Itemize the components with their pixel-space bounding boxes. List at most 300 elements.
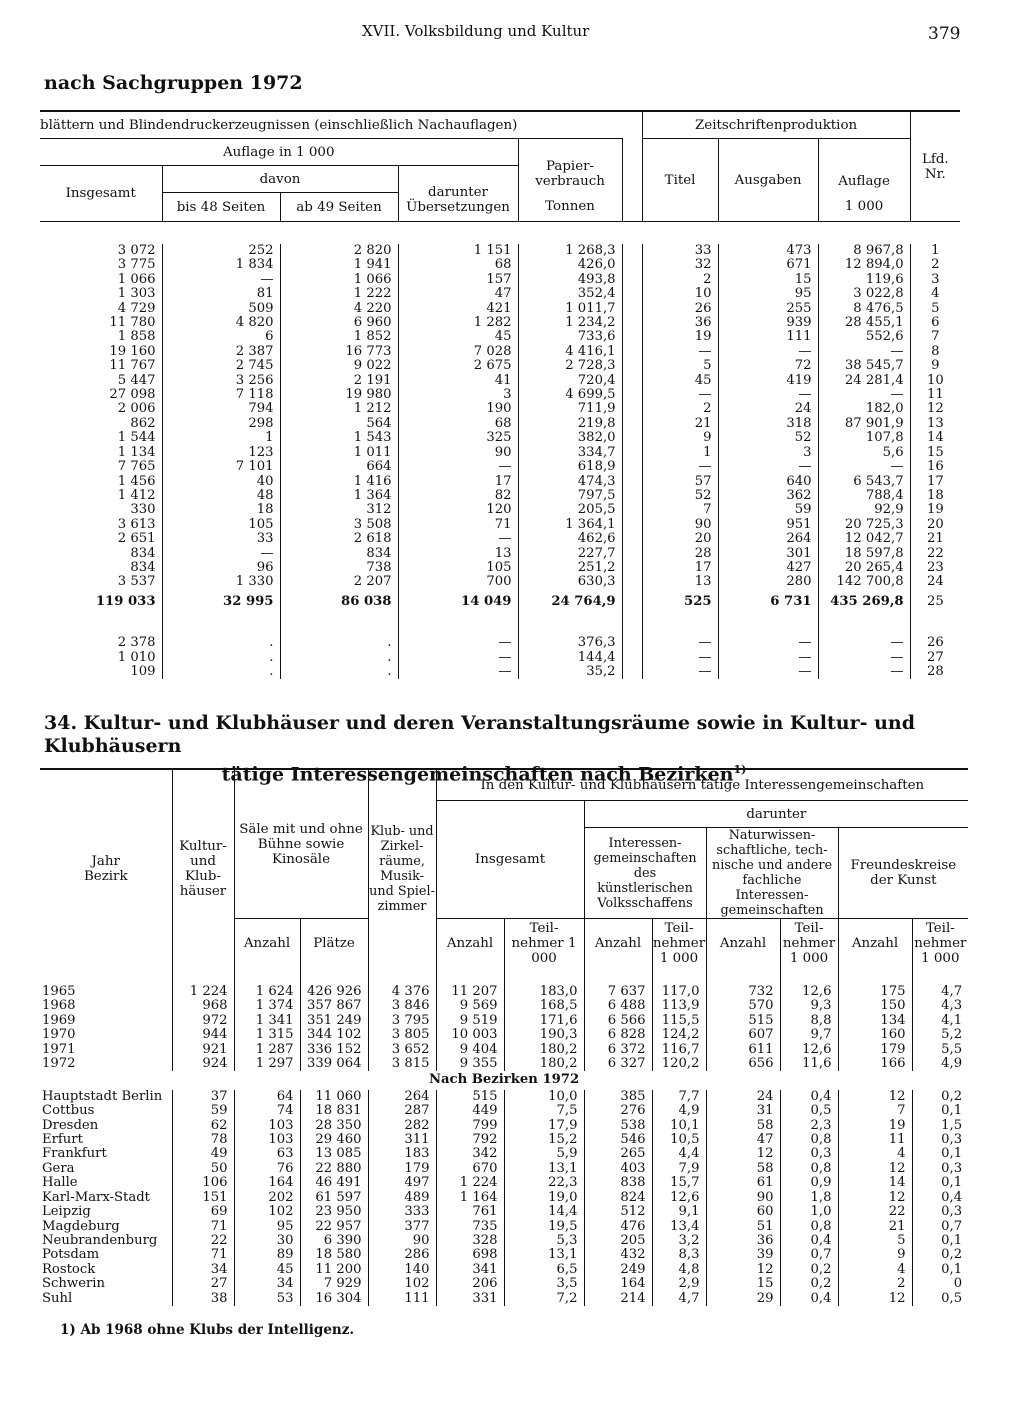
lfd-cell: 19 xyxy=(926,503,944,518)
value-cell: . xyxy=(280,651,398,665)
value-cell: 171,6 xyxy=(504,1014,584,1028)
value-cell: 1 834 xyxy=(162,258,280,272)
value-cell: 3 652 xyxy=(368,1043,436,1057)
value-cell: 52 xyxy=(718,431,818,445)
value-cell: 74 xyxy=(234,1104,300,1118)
value-cell: 21 xyxy=(838,1220,912,1234)
value-cell: 1 011 xyxy=(280,446,398,460)
value-cell: 27 xyxy=(172,1277,234,1291)
lfd-cell: 12 xyxy=(926,402,944,417)
value-cell: 794 xyxy=(162,402,280,416)
lfd-cell: 20 xyxy=(926,517,944,532)
group-header-periodicals: Zeitschriftenproduktion xyxy=(642,111,910,139)
value-cell: 179 xyxy=(838,1043,912,1057)
table-row xyxy=(40,1057,1024,1071)
table-row xyxy=(40,503,960,517)
value-cell: 95 xyxy=(234,1220,300,1234)
value-cell: 0,3 xyxy=(941,1133,963,1148)
value-cell: 19 xyxy=(642,330,718,344)
value-cell: 1 066 xyxy=(40,273,162,287)
value-cell: 5 xyxy=(642,359,718,373)
value-cell: 34 xyxy=(234,1277,300,1291)
value-cell: 249 xyxy=(584,1263,652,1277)
value-cell: 509 xyxy=(162,302,280,316)
value-cell: — xyxy=(642,460,718,474)
lfd-cell: 25 xyxy=(926,593,944,609)
value-cell: 17 xyxy=(398,475,518,489)
row-label: 1971 xyxy=(40,1043,172,1057)
value-cell: 1 xyxy=(162,431,280,445)
value-cell: 4,1 xyxy=(941,1013,963,1028)
value-cell: 23 950 xyxy=(300,1205,368,1219)
value-cell: 214 xyxy=(584,1292,652,1306)
value-cell: 34 xyxy=(172,1263,234,1277)
row-label: Karl-Marx-Stadt xyxy=(40,1191,172,1205)
value-cell: 8,3 xyxy=(652,1248,706,1262)
value-cell: 19,5 xyxy=(504,1220,584,1234)
value-cell: 120 xyxy=(398,503,518,517)
value-cell: 732 xyxy=(706,967,780,999)
gap-cell xyxy=(622,489,642,503)
table-row xyxy=(40,1014,1024,1028)
table-row xyxy=(40,1090,1024,1104)
value-cell: 0,5 xyxy=(941,1291,963,1306)
value-cell: 3 613 xyxy=(40,518,162,532)
value-cell: 301 xyxy=(718,547,818,561)
value-cell: 276 xyxy=(584,1104,652,1118)
value-cell: 29 xyxy=(706,1292,780,1306)
head-kulturhaeuser: Kultur- und Klub-häuser xyxy=(172,769,234,967)
value-cell: 29 460 xyxy=(300,1133,368,1147)
value-cell: 0,5 xyxy=(780,1104,838,1118)
head-ig-teilnehmer: Teil-nehmer 1 000 xyxy=(504,919,584,968)
table-row xyxy=(40,1043,1024,1057)
value-cell: 18 xyxy=(162,503,280,517)
value-cell: 515 xyxy=(706,1014,780,1028)
value-cell: 103 xyxy=(234,1133,300,1147)
value-cell: 102 xyxy=(234,1205,300,1219)
table-row xyxy=(40,302,960,316)
table-row xyxy=(40,1191,1024,1205)
value-cell: 96 xyxy=(162,561,280,575)
value-cell: 944 xyxy=(172,1028,234,1042)
value-cell: 282 xyxy=(368,1119,436,1133)
page-header xyxy=(0,18,1024,48)
value-cell: — xyxy=(398,665,518,679)
value-cell: 157 xyxy=(398,273,518,287)
value-cell: 61 xyxy=(706,1176,780,1190)
value-cell: 698 xyxy=(436,1248,504,1262)
value-cell: 333 xyxy=(368,1205,436,1219)
value-cell: 362 xyxy=(718,489,818,503)
value-cell: 69 xyxy=(172,1205,234,1219)
value-cell: 64 xyxy=(234,1090,300,1104)
value-cell: 834 xyxy=(280,547,398,561)
value-cell: 252 xyxy=(162,244,280,258)
value-cell: 9 355 xyxy=(436,1057,504,1071)
value-cell: 476 xyxy=(584,1220,652,1234)
value-cell: 426,0 xyxy=(518,258,622,272)
value-cell: 287 xyxy=(368,1104,436,1118)
value-cell: 1 315 xyxy=(234,1028,300,1042)
value-cell: 5 xyxy=(838,1234,912,1248)
value-cell: 28 350 xyxy=(300,1119,368,1133)
head-natur-anzahl: Anzahl xyxy=(706,919,780,968)
value-cell: 142 700,8 xyxy=(818,575,910,589)
value-cell: 11 767 xyxy=(40,359,162,373)
value-cell: 489 xyxy=(368,1191,436,1205)
value-cell: 140 xyxy=(368,1263,436,1277)
value-cell: 3,2 xyxy=(652,1234,706,1248)
value-cell: 7,7 xyxy=(652,1090,706,1104)
table-row xyxy=(40,446,960,460)
gap-cell xyxy=(622,503,642,517)
value-cell: — xyxy=(718,651,818,665)
value-cell: 9 569 xyxy=(436,999,504,1013)
value-cell: 3,5 xyxy=(504,1277,584,1291)
value-cell: 11 200 xyxy=(300,1263,368,1277)
value-cell: 87 901,9 xyxy=(818,417,910,431)
value-cell: 38 xyxy=(172,1292,234,1306)
lfd-cell: 17 xyxy=(926,474,944,489)
value-cell: 711,9 xyxy=(518,402,622,416)
gap-cell xyxy=(622,287,642,301)
table-row xyxy=(40,460,960,474)
value-cell: 473 xyxy=(718,244,818,258)
value-cell: 14 xyxy=(838,1176,912,1190)
value-cell: 180,2 xyxy=(504,1057,584,1071)
value-cell: 339 064 xyxy=(300,1057,368,1071)
value-cell: 3 xyxy=(398,388,518,402)
value-cell: 11 780 xyxy=(40,316,162,330)
value-cell: 344 102 xyxy=(300,1028,368,1042)
value-cell: 10 003 xyxy=(436,1028,504,1042)
value-cell: 58 xyxy=(706,1119,780,1133)
value-cell: 1 010 xyxy=(40,651,162,665)
value-cell: 3 072 xyxy=(40,244,162,258)
value-cell: 0,8 xyxy=(780,1133,838,1147)
value-cell: 2 006 xyxy=(40,402,162,416)
lfd-cell: 9 xyxy=(931,359,940,374)
row-label: Cottbus xyxy=(40,1104,172,1118)
value-cell: 11 060 xyxy=(300,1090,368,1104)
value-cell: 1 011,7 xyxy=(518,302,622,316)
value-cell: 81 xyxy=(162,287,280,301)
value-cell: 0,1 xyxy=(941,1176,963,1191)
value-cell: 15 xyxy=(706,1277,780,1291)
value-cell: 14,4 xyxy=(504,1205,584,1219)
row-label: 1970 xyxy=(40,1028,172,1042)
value-cell: 264 xyxy=(718,532,818,546)
table-row xyxy=(40,651,960,665)
value-cell: 12 xyxy=(706,1263,780,1277)
value-cell: 82 xyxy=(398,489,518,503)
lfd-cell: 13 xyxy=(926,416,944,431)
value-cell: 12,6 xyxy=(780,1043,838,1057)
row-label: Halle xyxy=(40,1176,172,1190)
value-cell: . xyxy=(162,665,280,679)
value-cell: 9 519 xyxy=(436,1014,504,1028)
value-cell: 640 xyxy=(718,475,818,489)
value-cell: 6 731 xyxy=(718,590,818,614)
value-cell: 0,9 xyxy=(780,1176,838,1190)
value-cell: 219,8 xyxy=(518,417,622,431)
value-cell: 1 941 xyxy=(280,258,398,272)
value-cell: 6 390 xyxy=(300,1234,368,1248)
value-cell: 105 xyxy=(398,561,518,575)
value-cell: — xyxy=(642,345,718,359)
value-cell: 11,6 xyxy=(780,1057,838,1071)
row-label: 1965 xyxy=(40,967,172,999)
value-cell: 45 xyxy=(398,330,518,344)
value-cell: 1,0 xyxy=(780,1205,838,1219)
lfd-cell: 1 xyxy=(931,244,940,258)
gap-cell xyxy=(622,475,642,489)
value-cell: 6 327 xyxy=(584,1057,652,1071)
value-cell: 1 330 xyxy=(162,575,280,589)
value-cell: 1 234,2 xyxy=(518,316,622,330)
value-cell: 32 xyxy=(642,258,718,272)
value-cell: 382,0 xyxy=(518,431,622,445)
value-cell: 47 xyxy=(706,1133,780,1147)
value-cell: 180,2 xyxy=(504,1043,584,1057)
head-klubraeume: Klub- und Zirkel-räume, Musik- und Spiel-zimmer xyxy=(368,769,436,967)
value-cell: 735 xyxy=(436,1220,504,1234)
table-row xyxy=(40,1248,1024,1262)
value-cell: 352,4 xyxy=(518,287,622,301)
head-freundeskreise: Freundeskreise der Kunst xyxy=(838,828,968,919)
row-label: Rostock xyxy=(40,1263,172,1277)
value-cell: 0,8 xyxy=(780,1162,838,1176)
gap-cell xyxy=(622,547,642,561)
value-cell: 7 028 xyxy=(398,345,518,359)
value-cell: 7 xyxy=(642,503,718,517)
value-cell: 0,1 xyxy=(941,1233,963,1248)
row-label: Leipzig xyxy=(40,1205,172,1219)
value-cell: 280 xyxy=(718,575,818,589)
value-cell: 4,7 xyxy=(652,1292,706,1306)
value-cell: 62 xyxy=(172,1119,234,1133)
table-row xyxy=(40,417,960,431)
value-cell: 0,4 xyxy=(780,1234,838,1248)
head-ig-naturwiss: Naturwissen-schaftliche, tech-nische und andere fachliche Interessen-gemeinschaften xyxy=(706,828,838,919)
value-cell: — xyxy=(162,273,280,287)
value-cell: 9,3 xyxy=(780,999,838,1013)
value-cell: . xyxy=(162,636,280,650)
value-cell: 351 249 xyxy=(300,1014,368,1028)
value-cell: 5,9 xyxy=(504,1147,584,1161)
value-cell: — xyxy=(718,345,818,359)
value-cell: 205,5 xyxy=(518,503,622,517)
value-cell: 57 xyxy=(642,475,718,489)
table-row xyxy=(40,273,960,287)
spacer-row xyxy=(40,614,960,636)
value-cell: 1 282 xyxy=(398,316,518,330)
value-cell: 921 xyxy=(172,1043,234,1057)
value-cell: 1 224 xyxy=(172,967,234,999)
table-row xyxy=(40,1205,1024,1219)
value-cell: 5,5 xyxy=(941,1042,963,1057)
value-cell: 6 543,7 xyxy=(818,475,910,489)
value-cell: 71 xyxy=(398,518,518,532)
value-cell: 1 624 xyxy=(234,967,300,999)
value-cell: 403 xyxy=(584,1162,652,1176)
gap-cell xyxy=(622,636,642,650)
value-cell: 2 xyxy=(838,1277,912,1291)
value-cell: 6 372 xyxy=(584,1043,652,1057)
value-cell: 377 xyxy=(368,1220,436,1234)
value-cell: — xyxy=(162,547,280,561)
value-cell: 190 xyxy=(398,402,518,416)
table-row xyxy=(40,999,1024,1013)
lfd-cell: 11 xyxy=(926,388,944,403)
value-cell: 6,5 xyxy=(504,1263,584,1277)
value-cell: 21 xyxy=(642,417,718,431)
value-cell: 3 795 xyxy=(368,1014,436,1028)
value-cell: 570 xyxy=(706,999,780,1013)
value-cell: 115,5 xyxy=(652,1014,706,1028)
head-darunter: darunter xyxy=(584,801,968,828)
value-cell: 376,3 xyxy=(518,636,622,650)
value-cell: 334,7 xyxy=(518,446,622,460)
value-cell: 103 xyxy=(234,1119,300,1133)
table-row xyxy=(40,258,960,272)
value-cell: 32 995 xyxy=(162,590,280,614)
table-row xyxy=(40,1277,1024,1291)
value-cell: 607 xyxy=(706,1028,780,1042)
value-cell: 190,3 xyxy=(504,1028,584,1042)
value-cell: 90 xyxy=(642,518,718,532)
value-cell: 2 728,3 xyxy=(518,359,622,373)
value-cell: 41 xyxy=(398,374,518,388)
value-cell: 12 xyxy=(838,1162,912,1176)
value-cell: 144,4 xyxy=(518,651,622,665)
value-cell: 1 222 xyxy=(280,287,398,301)
value-cell: 22,3 xyxy=(504,1176,584,1190)
value-cell: 2 618 xyxy=(280,532,398,546)
table-row xyxy=(40,575,960,589)
table-row xyxy=(40,1028,1024,1042)
value-cell: 6 960 xyxy=(280,316,398,330)
value-cell: 111 xyxy=(718,330,818,344)
value-cell: 7,9 xyxy=(652,1162,706,1176)
col-papierverbrauch: Papier-verbrauch xyxy=(518,139,622,193)
lfd-cell: 23 xyxy=(926,560,944,575)
value-cell: 46 491 xyxy=(300,1176,368,1190)
head-ig-anzahl: Anzahl xyxy=(436,919,504,968)
value-cell: 60 xyxy=(706,1205,780,1219)
value-cell: 331 xyxy=(436,1292,504,1306)
value-cell: — xyxy=(818,460,910,474)
head-ig-group: In den Kultur- und Klubhäusern tätige Interessengemeinschaften xyxy=(436,769,968,801)
value-cell: 1 543 xyxy=(280,431,398,445)
value-cell: 2 378 xyxy=(40,636,162,650)
value-cell: 421 xyxy=(398,302,518,316)
value-cell: 8 476,5 xyxy=(818,302,910,316)
value-cell: 311 xyxy=(368,1133,436,1147)
value-cell: 2 745 xyxy=(162,359,280,373)
value-cell: 552,6 xyxy=(818,330,910,344)
value-cell: 733,6 xyxy=(518,330,622,344)
value-cell: 10,5 xyxy=(652,1133,706,1147)
value-cell: 33 xyxy=(162,532,280,546)
value-cell: 9 022 xyxy=(280,359,398,373)
value-cell: 120,2 xyxy=(652,1057,706,1071)
value-cell: 656 xyxy=(706,1057,780,1071)
value-cell: 40 xyxy=(162,475,280,489)
value-cell: 38 545,7 xyxy=(818,359,910,373)
value-cell: 325 xyxy=(398,431,518,445)
value-cell: 4,3 xyxy=(941,999,963,1014)
table-row xyxy=(40,1147,1024,1161)
value-cell: 12 xyxy=(706,1147,780,1161)
value-cell: 47 xyxy=(398,287,518,301)
value-cell: 7,5 xyxy=(504,1104,584,1118)
value-cell: 1 212 xyxy=(280,402,398,416)
row-label: Hauptstadt Berlin xyxy=(40,1090,172,1104)
value-cell: 497 xyxy=(368,1176,436,1190)
value-cell: 474,3 xyxy=(518,475,622,489)
col-ausgaben: Ausgaben xyxy=(718,139,818,222)
value-cell: 119,6 xyxy=(818,273,910,287)
value-cell: 449 xyxy=(436,1104,504,1118)
value-cell: 106 xyxy=(172,1176,234,1190)
value-cell: 182,0 xyxy=(818,402,910,416)
value-cell: — xyxy=(818,345,910,359)
value-cell: 788,4 xyxy=(818,489,910,503)
value-cell: 16 773 xyxy=(280,345,398,359)
lfd-cell: 22 xyxy=(926,546,944,561)
value-cell: 255 xyxy=(718,302,818,316)
value-cell: 13,1 xyxy=(504,1162,584,1176)
col-auflage: Auflage xyxy=(818,139,910,193)
value-cell: 1 xyxy=(642,446,718,460)
value-cell: 515 xyxy=(436,1090,504,1104)
value-cell: 13 xyxy=(642,575,718,589)
value-cell: 51 xyxy=(706,1220,780,1234)
subheading: Nach Bezirken 1972 xyxy=(428,1072,580,1088)
value-cell: 286 xyxy=(368,1248,436,1262)
value-cell: 1 297 xyxy=(234,1057,300,1071)
value-cell: 113,9 xyxy=(652,999,706,1013)
value-cell: 1 364,1 xyxy=(518,518,622,532)
table-row xyxy=(40,1292,1024,1306)
value-cell: 151 xyxy=(172,1191,234,1205)
table-row xyxy=(40,561,960,575)
value-cell: — xyxy=(398,636,518,650)
value-cell: 1 066 xyxy=(280,273,398,287)
value-cell: 341 xyxy=(436,1263,504,1277)
value-cell: 1 224 xyxy=(436,1176,504,1190)
row-label: Gera xyxy=(40,1162,172,1176)
col-auflage-unit: 1 000 xyxy=(818,193,910,222)
value-cell: 3 846 xyxy=(368,999,436,1013)
value-cell: 90 xyxy=(398,446,518,460)
value-cell: 89 xyxy=(234,1248,300,1262)
value-cell: . xyxy=(162,651,280,665)
row-label: Suhl xyxy=(40,1292,172,1306)
value-cell: 298 xyxy=(162,417,280,431)
value-cell: 342 xyxy=(436,1147,504,1161)
value-cell: 53 xyxy=(234,1292,300,1306)
col-ab-49-seiten: ab 49 Seiten xyxy=(280,193,398,222)
value-cell: 37 xyxy=(172,1090,234,1104)
table-row xyxy=(40,359,960,373)
row-label: Potsdam xyxy=(40,1248,172,1262)
lfd-cell: 15 xyxy=(926,445,944,460)
table-row xyxy=(40,1133,1024,1147)
value-cell: 28 xyxy=(642,547,718,561)
